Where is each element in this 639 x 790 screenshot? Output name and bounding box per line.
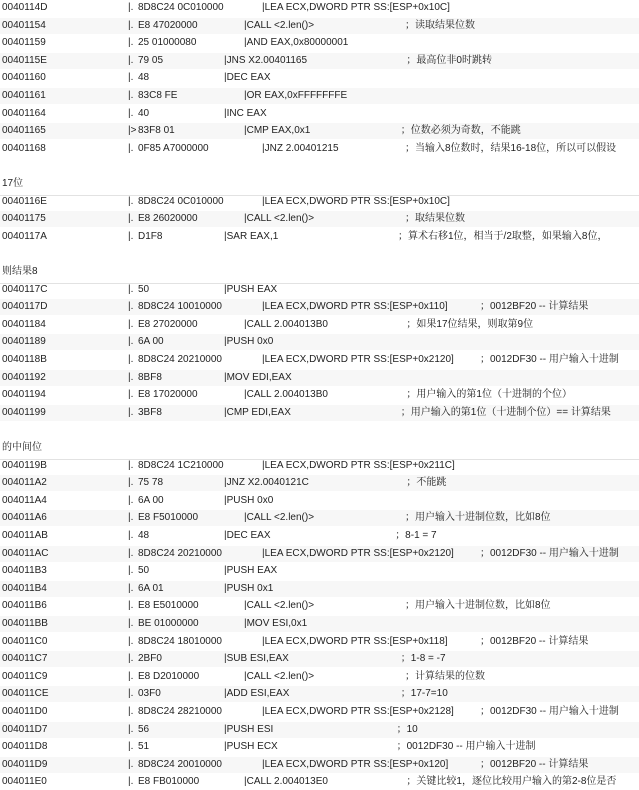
instruction: |AND EAX,0x80000001 [244, 37, 349, 49]
code-row [0, 757, 639, 773]
branch-marker: |. [128, 142, 134, 154]
address: 00401165 [2, 125, 46, 137]
opcode-hex: 75 78 [138, 477, 164, 489]
instruction: |PUSH EAX [224, 565, 278, 577]
opcode-hex: 83F8 01 [138, 125, 175, 137]
opcode-hex: 3BF8 [138, 406, 162, 418]
code-row [0, 475, 639, 491]
comment: ；用户输入的第1位（十进制的个位） [406, 389, 572, 401]
address: 0040117C [2, 283, 48, 295]
code-row [0, 563, 639, 579]
instruction: |JNS X2.00401165 [224, 54, 308, 66]
address: 00401194 [2, 389, 46, 401]
instruction: |LEA ECX,DWORD PTR SS:[ESP+0x110] [262, 301, 448, 313]
address: 004011D9 [2, 758, 48, 770]
comment: ；0012DF30 -- 用户输入十进制 [480, 706, 619, 717]
comment: ；0012BF20 -- 计算结果 [480, 301, 589, 313]
branch-marker: |. [128, 336, 134, 348]
code-row [0, 493, 639, 509]
instruction: |CALL <2.len()> [244, 512, 315, 524]
address: 0040116E [2, 195, 47, 207]
opcode-hex: 51 [138, 741, 150, 753]
comment: ；如果17位结果，则取第9位 [406, 318, 534, 330]
opcode-hex: E8 D2010000 [138, 670, 200, 682]
opcode-hex: E8 17020000 [138, 389, 198, 401]
address: 00401184 [2, 318, 46, 330]
instruction: |PUSH 0x0 [224, 494, 274, 506]
address: 004011BB [2, 618, 48, 629]
comment: ；用户输入的第1位（十进制个位）== 计算结果 [400, 406, 611, 418]
branch-marker: |. [128, 107, 134, 119]
instruction: |CALL 2.004013B0 [244, 318, 328, 330]
opcode-hex: E8 E5010000 [138, 600, 199, 612]
branch-marker: |. [128, 72, 134, 84]
opcode-hex: 8D8C24 0C010000 [138, 2, 224, 13]
branch-marker: |. [128, 195, 134, 207]
code-row [0, 774, 639, 790]
code-row [0, 510, 639, 526]
instruction: |CALL <2.len()> [244, 213, 315, 225]
address: 00401199 [2, 406, 46, 418]
opcode-hex: 03F0 [138, 688, 161, 700]
comment: ；0012BF20 -- 计算结果 [480, 758, 589, 770]
address: 00401160 [2, 72, 46, 84]
code-row [0, 458, 639, 474]
instruction: |PUSH 0x1 [224, 582, 274, 594]
code-row [0, 141, 639, 157]
branch-marker: |. [128, 653, 134, 665]
address: 004011CE [2, 688, 49, 700]
branch-marker: |. [128, 618, 134, 629]
branch-marker: |. [128, 301, 134, 313]
branch-marker: |. [128, 283, 134, 295]
opcode-hex: 79 05 [138, 54, 164, 66]
code-row [0, 106, 639, 122]
code-row [0, 334, 639, 350]
opcode-hex: E8 27020000 [138, 318, 198, 330]
code-row [0, 352, 639, 368]
address: 0040117A [2, 230, 47, 242]
instruction: |ADD ESI,EAX [224, 688, 290, 700]
code-row [0, 18, 639, 34]
comment: ；计算结果的位数 [405, 670, 485, 682]
branch-marker: |. [128, 19, 134, 31]
instruction: |CMP EAX,0x1 [244, 125, 311, 137]
instruction: |CALL 2.004013B0 [244, 389, 328, 401]
comment: ；算术右移1位，相当于/2取整，如果输入8位， [398, 230, 608, 242]
code-row [0, 651, 639, 667]
code-row [0, 616, 639, 632]
instruction: |LEA ECX,DWORD PTR SS:[ESP+0x10C] [262, 195, 450, 207]
instruction: |OR EAX,0xFFFFFFFE [244, 90, 348, 101]
comment-continuation: 17位 [2, 178, 24, 189]
address: 004011D8 [2, 741, 48, 753]
opcode-hex: 25 01000080 [138, 37, 197, 49]
opcode-hex: 83C8 FE [138, 90, 178, 101]
branch-marker: |. [128, 477, 134, 489]
branch-marker: |. [128, 688, 134, 700]
comment: ；用户输入十进制位数，比如8位 [405, 600, 551, 612]
branch-marker: |. [128, 230, 134, 242]
comment: ；0012DF30 -- 用户输入十进制 [480, 354, 619, 365]
instruction: |CALL <2.len()> [244, 670, 315, 682]
address: 004011A4 [2, 494, 47, 506]
branch-marker: |. [128, 706, 134, 717]
instruction: |DEC EAX [224, 530, 271, 541]
instruction: |INC EAX [224, 107, 267, 119]
address: 0040117D [2, 301, 48, 313]
opcode-hex: E8 47020000 [138, 19, 198, 31]
opcode-hex: E8 FB010000 [138, 776, 200, 788]
code-row [0, 70, 639, 86]
address: 00401159 [2, 37, 46, 49]
instruction: |MOV ESI,0x1 [244, 618, 308, 629]
address: 004011C9 [2, 670, 48, 682]
instruction: |LEA ECX,DWORD PTR SS:[ESP+0x2120] [262, 354, 454, 365]
code-row [0, 53, 639, 69]
opcode-hex: 8D8C24 18010000 [138, 635, 222, 647]
instruction: |LEA ECX,DWORD PTR SS:[ESP+0x2128] [262, 706, 454, 717]
instruction: |PUSH ESI [224, 723, 274, 735]
opcode-hex: 8BF8 [138, 371, 162, 383]
address: 0040118B [2, 354, 47, 365]
branch-marker: |> [128, 125, 137, 137]
address: 00401154 [2, 19, 46, 31]
branch-marker: |. [128, 406, 134, 418]
opcode-hex: 8D8C24 20010000 [138, 758, 222, 770]
branch-marker: |. [128, 600, 134, 612]
branch-marker: |. [128, 213, 134, 225]
branch-marker: |. [128, 90, 134, 101]
address: 0040119B [2, 459, 47, 471]
opcode-hex: 8D8C24 20210000 [138, 547, 222, 559]
branch-marker: |. [128, 776, 134, 788]
address: 004011B3 [2, 565, 47, 577]
opcode-hex: 8D8C24 0C010000 [138, 195, 224, 207]
address: 004011AC [2, 547, 49, 559]
address: 00401168 [2, 142, 46, 154]
code-row [0, 194, 639, 210]
branch-marker: |. [128, 758, 134, 770]
instruction: |LEA ECX,DWORD PTR SS:[ESP+0x2120] [262, 547, 454, 559]
comment: ；0012DF30 -- 用户输入十进制 [396, 741, 536, 753]
code-row [0, 704, 639, 720]
branch-marker: |. [128, 565, 134, 577]
branch-marker: |. [128, 37, 134, 49]
opcode-hex: 6A 00 [138, 336, 164, 348]
opcode-hex: 56 [138, 723, 150, 735]
opcode-hex: 8D8C24 28210000 [138, 706, 222, 717]
code-row [0, 35, 639, 51]
instruction: |PUSH ECX [224, 741, 278, 753]
opcode-hex: 8D8C24 10010000 [138, 301, 222, 313]
address: 004011A2 [2, 477, 47, 489]
branch-marker: |. [128, 741, 134, 753]
code-row [0, 634, 639, 650]
opcode-hex: 6A 01 [138, 582, 164, 594]
instruction: |CMP EDI,EAX [224, 406, 291, 418]
branch-marker: |. [128, 318, 134, 330]
code-row [0, 598, 639, 614]
instruction: |SAR EAX,1 [224, 230, 279, 242]
address: 004011E0 [2, 776, 47, 788]
comment: ；1-8 = -7 [400, 653, 446, 665]
instruction: |JNZ X2.0040121C [224, 477, 309, 489]
branch-marker: |. [128, 389, 134, 401]
comment: ；读取结果位数 [405, 19, 475, 31]
address: 004011B4 [2, 582, 47, 594]
code-row [0, 546, 639, 562]
branch-marker: |. [128, 547, 134, 559]
instruction: |LEA ECX,DWORD PTR SS:[ESP+0x211C] [262, 459, 455, 471]
address: 004011C0 [2, 635, 48, 647]
comment: ；0012BF20 -- 计算结果 [480, 635, 589, 647]
code-row [0, 669, 639, 685]
address: 0040115E [2, 54, 47, 66]
branch-marker: |. [128, 354, 134, 365]
opcode-hex: E8 26020000 [138, 213, 198, 225]
code-row [0, 528, 639, 544]
address: 004011AB [2, 530, 48, 541]
opcode-hex: 6A 00 [138, 494, 164, 506]
address: 00401164 [2, 107, 46, 119]
branch-marker: |. [128, 530, 134, 541]
branch-marker: |. [128, 670, 134, 682]
opcode-hex: 50 [138, 283, 150, 295]
code-row [0, 722, 639, 738]
comment-continuation: 的中间位 [2, 442, 42, 453]
comment: ；8-1 = 7 [395, 530, 437, 541]
code-row [0, 739, 639, 755]
address: 00401175 [2, 213, 46, 225]
opcode-hex: 0F85 A7000000 [138, 142, 209, 154]
opcode-hex: 2BF0 [138, 653, 162, 665]
code-row [0, 317, 639, 333]
opcode-hex: 8D8C24 20210000 [138, 354, 222, 365]
opcode-hex: E8 F5010000 [138, 512, 199, 524]
opcode-hex: BE 01000000 [138, 618, 199, 629]
opcode-hex: 8D8C24 1C210000 [138, 459, 224, 471]
code-row [0, 581, 639, 597]
code-row [0, 299, 639, 315]
instruction: |LEA ECX,DWORD PTR SS:[ESP+0x120] [262, 758, 449, 770]
address: 00401189 [2, 336, 46, 348]
comment: ；用户输入十进制位数，比如8位 [405, 512, 551, 524]
comment: ；取结果位数 [405, 213, 465, 225]
code-row [0, 370, 639, 386]
code-row [0, 88, 639, 104]
address: 00401192 [2, 371, 46, 383]
code-row [0, 0, 639, 16]
code-row [0, 282, 639, 298]
address: 004011D0 [2, 706, 48, 717]
opcode-hex: 50 [138, 565, 150, 577]
code-row [0, 123, 639, 139]
opcode-hex: 48 [138, 72, 150, 84]
code-row [0, 211, 639, 227]
address: 0040114D [2, 2, 48, 13]
branch-marker: |. [128, 371, 134, 383]
instruction: |DEC EAX [224, 72, 271, 84]
comment: ；位数必须为奇数，不能跳 [400, 125, 521, 137]
comment: ；10 [396, 723, 418, 735]
comment-continuation: 则结果8 [2, 266, 38, 277]
instruction: |CALL 2.004013E0 [244, 776, 328, 788]
branch-marker: |. [128, 54, 134, 66]
branch-marker: |. [128, 2, 134, 13]
branch-marker: |. [128, 582, 134, 594]
branch-marker: |. [128, 635, 134, 647]
comment: ；最高位非0时跳转 [406, 54, 492, 66]
opcode-hex: 48 [138, 530, 150, 541]
branch-marker: |. [128, 723, 134, 735]
comment: ；0012DF30 -- 用户输入十进制 [480, 547, 619, 559]
branch-marker: |. [128, 459, 134, 471]
comment: ；17-7=10 [400, 688, 448, 700]
branch-marker: |. [128, 494, 134, 506]
code-row [0, 387, 639, 403]
address: 004011B6 [2, 600, 47, 612]
code-row [0, 405, 639, 421]
address: 004011A6 [2, 512, 47, 524]
instruction: |LEA ECX,DWORD PTR SS:[ESP+0x118] [262, 635, 448, 647]
address: 004011D7 [2, 723, 48, 735]
instruction: |CALL <2.len()> [244, 600, 315, 612]
instruction: |LEA ECX,DWORD PTR SS:[ESP+0x10C] [262, 2, 450, 13]
instruction: |PUSH 0x0 [224, 336, 274, 348]
branch-marker: |. [128, 512, 134, 524]
opcode-hex: 40 [138, 107, 150, 119]
instruction: |MOV EDI,EAX [224, 371, 292, 383]
instruction: |JNZ 2.00401215 [262, 142, 339, 154]
comment: ；当输入8位数时，结果16-18位，所以可以假设 [405, 142, 617, 154]
instruction: |PUSH EAX [224, 283, 278, 295]
address: 00401161 [2, 90, 46, 101]
comment: ；不能跳 [406, 477, 447, 489]
instruction: |CALL <2.len()> [244, 19, 315, 31]
code-row [0, 229, 639, 245]
code-row [0, 686, 639, 702]
address: 004011C7 [2, 653, 48, 665]
instruction: |SUB ESI,EAX [224, 653, 289, 665]
opcode-hex: D1F8 [138, 230, 163, 242]
comment: ；关键比较1，逐位比较用户输入的第2-8位是否 [406, 776, 617, 788]
